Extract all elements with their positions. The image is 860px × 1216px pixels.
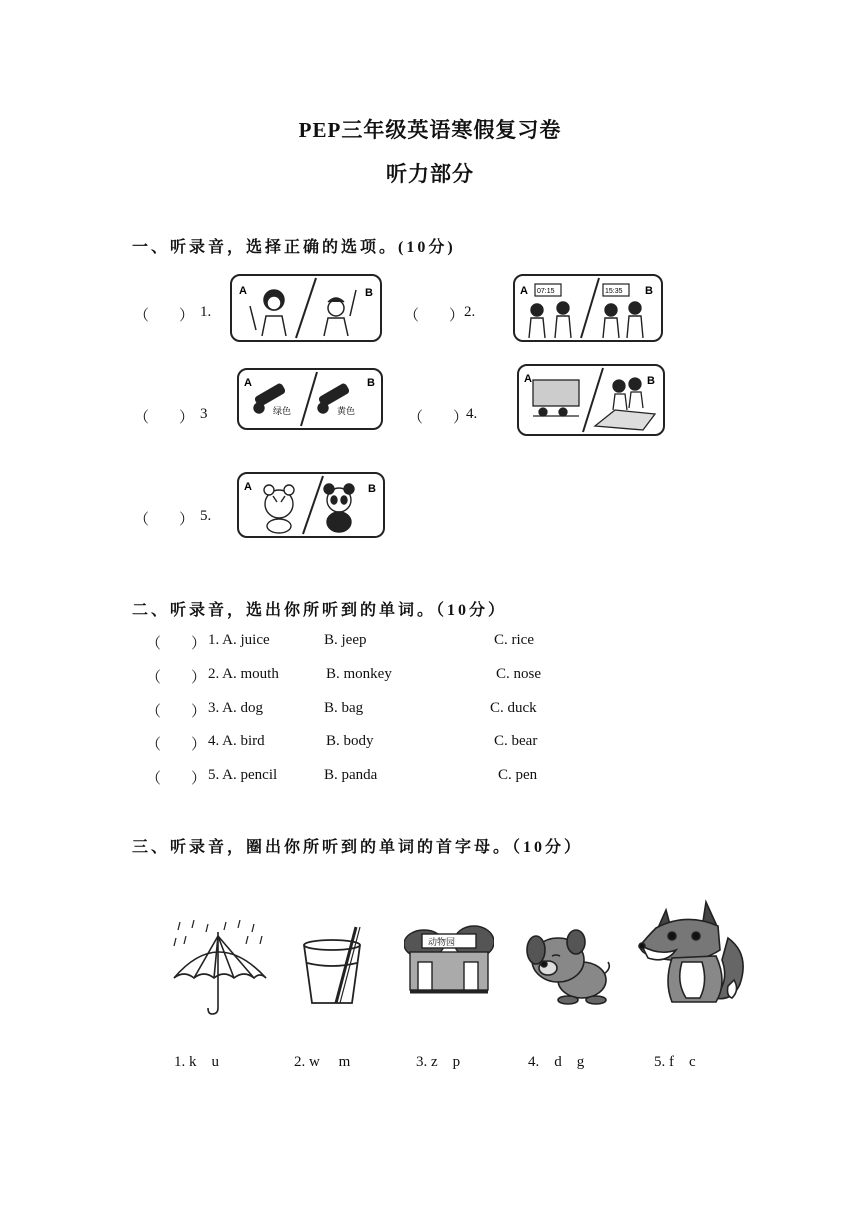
option-a-label: A xyxy=(239,285,247,297)
option-b: B. bag xyxy=(324,700,364,716)
picture-card-2 xyxy=(513,274,663,342)
page-title: PEP三年级英语寒假复习卷 xyxy=(298,118,562,142)
option-c: C. nose xyxy=(496,666,541,682)
picture-card-3 xyxy=(237,368,383,430)
question-number-2: 2. xyxy=(464,304,476,320)
boy-with-crayon-icon xyxy=(324,290,356,336)
letter-choice-3[interactable]: 3. z p xyxy=(416,1054,461,1070)
paint-tube-icon xyxy=(254,383,349,413)
playground-scene-icon xyxy=(533,380,579,416)
picture-card-4 xyxy=(517,364,665,436)
option-c: C. rice xyxy=(494,632,534,648)
picture-card-5 xyxy=(237,472,385,538)
page-subtitle: 听力部分 xyxy=(386,162,474,186)
option-c: C. pen xyxy=(498,767,538,783)
answer-blank-4[interactable]: （ ） xyxy=(408,410,469,426)
umbrella-icon xyxy=(170,918,270,1018)
picture-card-1 xyxy=(230,274,382,342)
option-b: B. jeep xyxy=(324,632,367,648)
zoo-sign-text: 动物园 xyxy=(428,938,456,948)
dog-icon xyxy=(524,928,612,1006)
option-b-label: B xyxy=(367,377,375,389)
option-a-label: A xyxy=(524,373,532,385)
part2-heading: 二、听录音，选出你所听到的单词。（10分） xyxy=(132,602,508,619)
option-a-label: A xyxy=(520,285,528,297)
question-number-5: 5. xyxy=(200,508,212,524)
option-a: 1. A. juice xyxy=(208,632,270,648)
answer-blank[interactable]: （ ） xyxy=(146,636,207,652)
option-a: 3. A. dog xyxy=(208,700,264,716)
zoo-picture xyxy=(404,922,494,998)
color-text-a: 绿色 xyxy=(273,407,292,417)
dog-picture xyxy=(524,928,612,1006)
zoo-icon xyxy=(404,922,494,998)
clock-b-time: 15:35 xyxy=(605,288,623,295)
option-b-label: B xyxy=(645,285,653,297)
umbrella-picture xyxy=(170,918,270,1018)
letter-choice-2[interactable]: 2. w m xyxy=(294,1054,351,1070)
question-number-1: 1. xyxy=(200,304,212,320)
question-number-4: 4. xyxy=(466,406,478,422)
tiger-icon xyxy=(264,485,294,533)
option-c: C. duck xyxy=(490,700,537,716)
answer-blank[interactable]: （ ） xyxy=(146,670,207,686)
picnic-scene-icon xyxy=(595,378,655,430)
part3-heading: 三、听录音，圈出你所听到的单词的首字母。（10分） xyxy=(132,839,584,856)
option-b-label: B xyxy=(368,483,376,495)
letter-choice-1[interactable]: 1. k u xyxy=(174,1054,220,1070)
fox-icon xyxy=(636,898,748,1010)
answer-blank-3[interactable]: （ ） xyxy=(134,410,195,426)
option-b: B. panda xyxy=(324,767,378,783)
girl-with-pencil-icon xyxy=(250,290,286,336)
fox-picture xyxy=(636,898,748,1010)
glass-picture xyxy=(300,925,370,1009)
option-a-label: A xyxy=(244,481,252,493)
answer-blank[interactable]: （ ） xyxy=(146,771,207,787)
option-a: 2. A. mouth xyxy=(208,666,279,682)
option-a: 5. A. pencil xyxy=(208,767,278,783)
water-glass-icon xyxy=(300,925,370,1009)
answer-blank[interactable]: （ ） xyxy=(146,737,207,753)
option-a: 4. A. bird xyxy=(208,733,265,749)
answer-blank-1[interactable]: （ ） xyxy=(134,308,195,324)
option-b: B. body xyxy=(326,733,374,749)
option-b: B. monkey xyxy=(326,666,392,682)
option-c: C. bear xyxy=(494,733,538,749)
question-number-3: 3 xyxy=(200,406,208,422)
answer-blank-5[interactable]: （ ） xyxy=(134,512,195,528)
option-b-label: B xyxy=(647,375,655,387)
clock-a-time: 07:15 xyxy=(537,288,555,295)
option-b-label: B xyxy=(365,287,373,299)
color-text-b: 黄色 xyxy=(337,407,356,417)
part1-heading: 一、听录音，选择正确的选项。(10分) xyxy=(132,239,456,256)
answer-blank[interactable]: （ ） xyxy=(146,704,207,720)
letter-choice-5[interactable]: 5. f c xyxy=(654,1054,696,1070)
letter-choice-4[interactable]: 4. d g xyxy=(528,1054,585,1070)
panda-icon xyxy=(324,484,354,532)
option-a-label: A xyxy=(244,377,252,389)
answer-blank-2[interactable]: （ ） xyxy=(404,308,465,324)
